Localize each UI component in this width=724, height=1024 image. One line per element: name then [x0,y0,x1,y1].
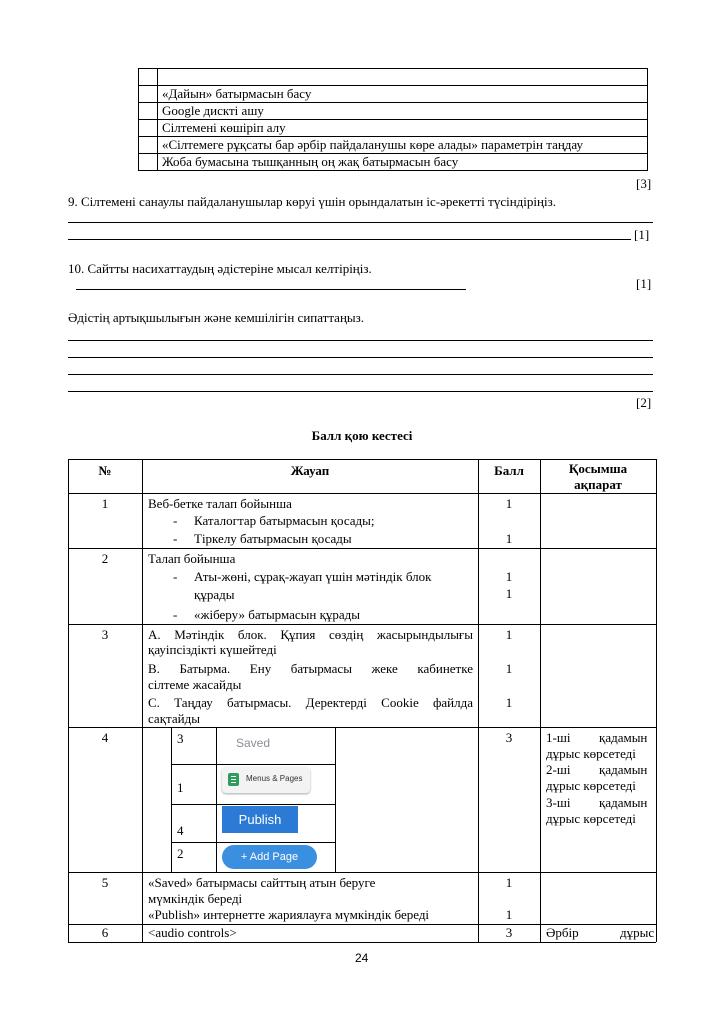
steps-score: [3] [636,176,652,191]
inner-step-number: 4 [177,823,184,838]
answer-line [76,289,466,290]
row-text: сақтайды [148,711,200,726]
bullet-dash: - [173,513,178,528]
step-order-cell [139,103,158,120]
row-text: Тіркелу батырмасын қосады [194,531,352,546]
q9-score: [1] [634,227,650,242]
q10b-score: [2] [636,395,652,410]
row-text: құрады [194,587,235,602]
steps-row [139,137,648,154]
steps-row [139,120,648,137]
answer-line [68,239,631,240]
row-score: 3 [505,730,513,745]
page-number: 24 [355,951,369,965]
step-text-cell: «Дайын» батырмасын басу [158,86,648,103]
extra-text: дұрыс көрсетеді [546,811,636,826]
question-9: 9. Сілтемені санаулы пайдаланушылар көруі үшін орындалатын іс-әрекетті түсіндіріңіз. [68,194,556,209]
answer-line [68,391,653,392]
extra-text: 3-ші [546,795,571,810]
answer-line [68,374,653,375]
row-score: 1 [505,586,513,601]
step-text-cell: Жоба бумасына тышқанның оң жақ батырмасын басу [158,154,648,171]
inner-step-number: 2 [177,846,184,861]
step-text-cell: «Сілтемеге рұқсаты бар әрбір пайдаланушы көре алады» параметрін таңдау [158,137,648,154]
row-text: сілтеме жасайды [148,677,242,692]
steps-table [138,68,648,171]
extra-text: қадамын [599,795,648,810]
answer-line [68,340,653,341]
row-score: 1 [505,531,513,546]
publish-button-image: Publish [222,806,298,833]
row-score: 1 [505,907,513,922]
row-score: 1 [505,627,513,642]
step-text-cell: Google дискті ашу [158,103,648,120]
row-text: B. Батырма. Ену батырмасы жеке кабинетке [148,661,473,676]
step-text-cell [158,69,648,86]
header-num: № [98,463,112,478]
row-text: қауіпсіздікті күшейтеді [148,642,277,657]
row-text: мүмкіндік береді [148,891,243,906]
row-num: 4 [101,730,109,745]
header-extra: Қосымша [568,461,628,476]
header-score: Балл [494,463,524,478]
step-order-cell [139,154,158,171]
row-text: Каталогтар батырмасын қосады; [194,513,375,528]
row-score: 1 [505,496,513,511]
row-text: <audio controls> [148,925,237,940]
extra-text: Әрбір [546,925,579,940]
row-num: 1 [101,496,109,511]
row-text: «Publish» интернетте жариялауға мүмкіндік береді [148,907,430,922]
header-extra-2: ақпарат [574,477,622,492]
extra-text: қадамын [599,730,648,745]
steps-row [139,103,648,120]
step-order-cell [139,69,158,86]
bullet-dash: - [173,569,178,584]
row-num: 6 [101,925,109,940]
extra-text: 1-ші [546,730,571,745]
row-text: A. Мәтіндік блок. Құпия сөздің жасырындылығы [148,627,473,642]
steps-row [139,86,648,103]
row-num: 5 [101,875,109,890]
answer-line [68,222,653,223]
inner-step-number: 1 [177,780,184,795]
row-text: C. Таңдау батырмасы. Деректерді Cookie файлда [148,695,473,710]
page-icon [228,773,239,786]
question-10b: Әдістің артықшылығын және кемшілігін сипаттаңыз. [68,310,365,325]
step-order-cell [139,137,158,154]
row-score: 1 [505,695,513,710]
answer-line [68,357,653,358]
extra-text: дұрыс [620,925,655,940]
scoring-title: Балл қою кестесі [311,428,413,443]
row-score: 1 [505,569,513,584]
step-order-cell [139,86,158,103]
menus-pages-button-image [222,767,310,793]
header-answer: Жауап [290,463,330,478]
step-order-cell [139,120,158,137]
steps-row [139,69,648,86]
row-text: «жіберу» батырмасын құрады [194,607,361,622]
bullet-dash: - [173,607,178,622]
extra-text: қадамын [599,762,648,777]
row-text: Талап бойынша [148,551,236,566]
question-10: 10. Сайтты насихаттаудың әдістеріне мысал келтіріңіз. [68,261,372,276]
extra-text: дұрыс көрсетеді [546,746,636,761]
row-score: 1 [505,661,513,676]
extra-text: 2-ші [546,762,571,777]
bullet-dash: - [173,531,178,546]
menus-label: Menus & Pages [246,774,303,783]
add-page-button-image: + Add Page [222,845,317,869]
steps-row [139,154,648,171]
q10-score: [1] [636,276,652,291]
extra-text: дұрыс көрсетеді [546,778,636,793]
row-text: «Saved» батырмасы сайттың атын беруге [148,875,376,890]
row-score: 1 [505,875,513,890]
row-num: 3 [101,627,109,642]
row-score: 3 [505,925,513,940]
step-text-cell: Сілтемені көшіріп алу [158,120,648,137]
row-text: Веб-бетке талап бойынша [148,496,292,511]
row-text: Аты-жөні, сұрақ-жауап үшін мәтіндік блок [194,569,432,584]
inner-step-number: 3 [177,731,184,746]
saved-button-image: Saved [236,736,271,750]
row-num: 2 [101,551,109,566]
